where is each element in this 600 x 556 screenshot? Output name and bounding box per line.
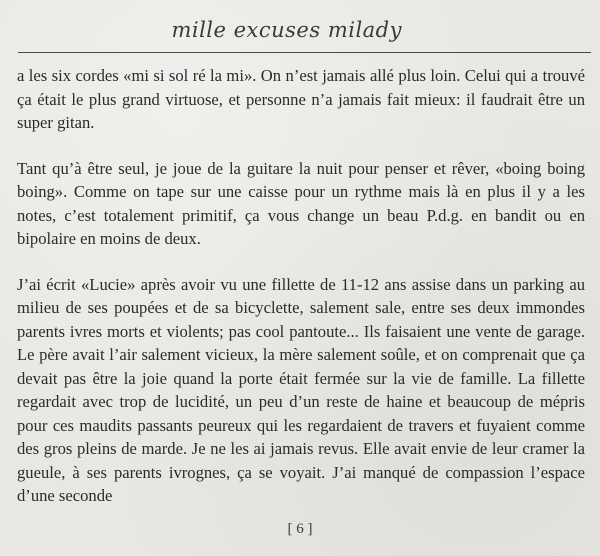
running-header-title: mille excuses milady [171, 18, 402, 42]
paragraph: Tant qu’à être seul, je joue de la guitare la nuit pour penser et rêver, «boing boing boing». Comme on tape sur une caisse pour un rythme mais là en plus il y a les notes, c’est totalement primitif, ça vous change un beau P.d.g. en bandit ou en bipolaire en moins de deux. [17, 158, 585, 248]
paragraph: a les six cordes «mi si sol ré la mi». On n’est jamais allé plus loin. Celui qui a trouvé ça était le plus grand virtuose, et personne n’a jamais fait mieux: il faudrait être un super gitan. [17, 66, 585, 132]
body-text [17, 64, 585, 530]
paragraph: J’ai écrit «Lucie» après avoir vu une fillette de 11-12 ans assise dans un parking au milieu de ses poupées et de sa bicyclette, salement sale, entre ses deux immondes parents ivres morts et violents; pas cool pantoute... Ils faisaient une vente de garage. Le père avait l’air salement vicieux, la mère salement soûle, et on comprenait que ça devait pas être la joie quand la porte était fermée sur la vie de famille. La fillette regardait avec trop de lucidité, un peu d’un reste de haine et beaucoup de mépris pour ces maudits passants peureux qui les regardaient de travers et fuyaient comme des gros pleins de marde. Je ne les ai jamais revus. Elle avait envie de leur cramer la gueule, à ses parents ivrognes, ça se voyait. J’ai manqué de compassion l’espace d’une seconde [17, 274, 585, 505]
page-number: [ 6 ] [287, 521, 313, 537]
header-rule [18, 52, 591, 53]
running-header [0, 0, 600, 66]
